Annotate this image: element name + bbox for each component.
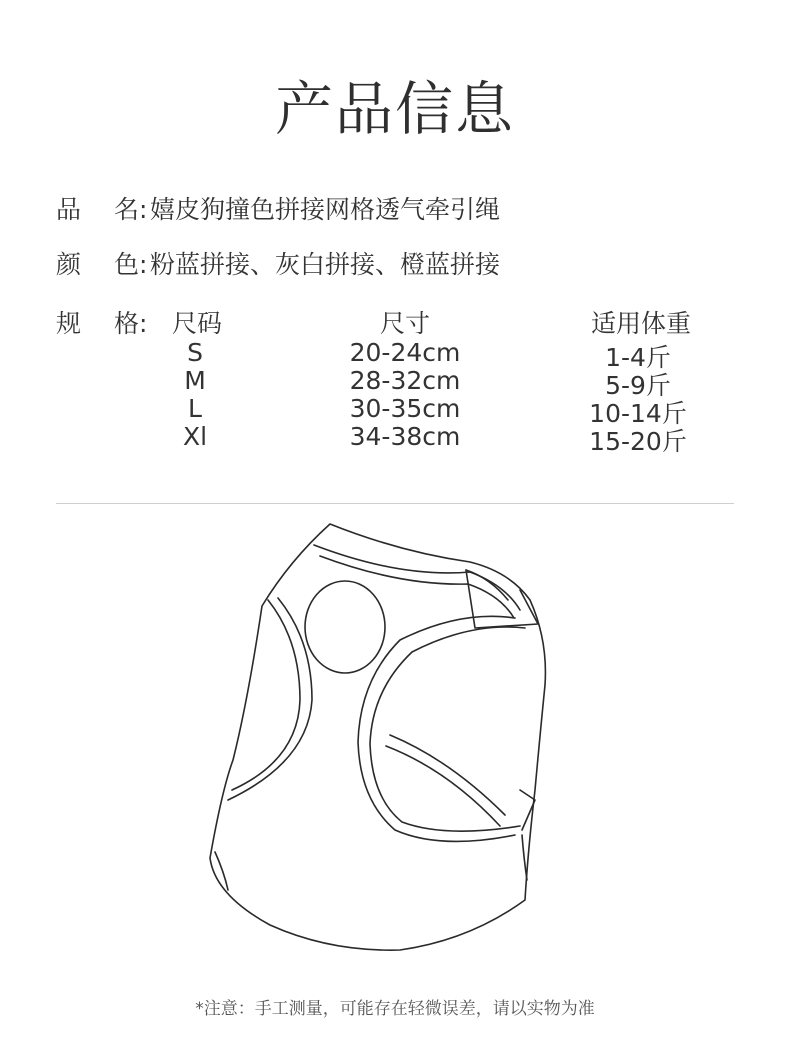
spec-size-cell: M	[184, 366, 206, 395]
spec-header-size: 尺码	[172, 309, 223, 338]
product-name-row	[56, 190, 500, 226]
product-color-row	[56, 245, 500, 281]
product-color-value: 粉蓝拼接、灰白拼接、橙蓝拼接	[150, 250, 501, 279]
spec-header-weight: 适用体重	[590, 309, 691, 338]
spec-length-cell: 28-32cm	[349, 366, 461, 395]
product-name-value: 嬉皮狗撞色拼接网格透气牵引绳	[150, 195, 501, 224]
spec-label: 规 格:	[56, 309, 148, 338]
harness-vest-illustration	[0, 510, 790, 980]
spec-header-length: 尺寸	[379, 309, 430, 338]
section-divider	[56, 503, 734, 504]
spec-size-cell: Xl	[182, 422, 208, 451]
product-color-label: 颜 色:	[56, 250, 148, 279]
page-title: 产品信息	[274, 75, 515, 143]
spec-length-cell: 34-38cm	[349, 422, 461, 451]
spec-weight-cell: 1-4斤	[605, 343, 671, 372]
spec-weight-cell: 10-14斤	[589, 399, 687, 428]
spec-length-cell: 30-35cm	[349, 394, 461, 423]
spec-weight-cell: 5-9斤	[605, 371, 671, 400]
spec-weight-cell: 15-20斤	[589, 427, 687, 456]
spec-length-cell: 20-24cm	[349, 338, 461, 367]
product-name-label: 品 名:	[56, 195, 148, 224]
spec-size-cell: S	[187, 338, 203, 367]
spec-size-cell: L	[188, 394, 202, 423]
measurement-note: *注意：手工测量，可能存在轻微误差，请以实物为准	[195, 999, 595, 1019]
